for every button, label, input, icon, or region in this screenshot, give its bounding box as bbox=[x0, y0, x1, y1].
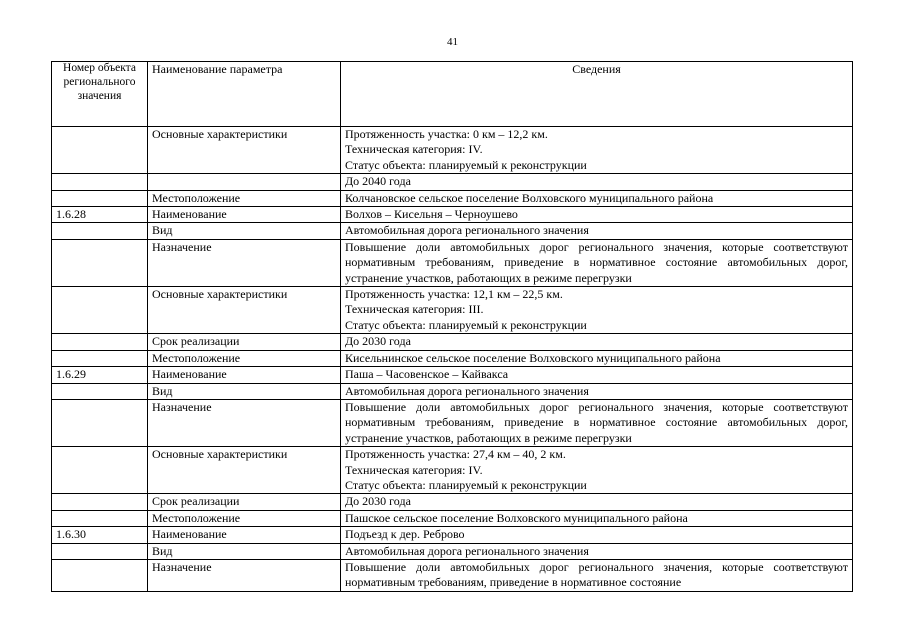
information-cell bbox=[341, 350, 853, 366]
information-line: До 2030 года bbox=[345, 494, 411, 509]
object-number-cell bbox=[52, 510, 148, 526]
information-line: Кисельнинское сельское поселение Волховского муниципального района bbox=[345, 350, 721, 365]
information-line: Протяженность участка: 0 км – 12,2 км. bbox=[345, 127, 548, 141]
header-object-number: Номер объекта регионального значения bbox=[52, 62, 148, 127]
object-number-cell bbox=[52, 287, 148, 334]
table-row bbox=[52, 510, 853, 526]
table-row bbox=[52, 494, 853, 510]
header-information: Сведения bbox=[341, 62, 853, 127]
object-number-cell bbox=[52, 399, 148, 446]
information-cell bbox=[341, 334, 853, 350]
page-number: 41 bbox=[447, 36, 458, 48]
table-row bbox=[52, 334, 853, 350]
object-number-cell bbox=[52, 174, 148, 190]
information-cell bbox=[341, 510, 853, 526]
object-number-cell bbox=[52, 127, 148, 174]
table-row bbox=[52, 190, 853, 206]
table-row bbox=[52, 207, 853, 223]
parameter-name-cell: Вид bbox=[148, 543, 341, 559]
table-header-row bbox=[52, 62, 853, 127]
information-cell bbox=[341, 190, 853, 206]
object-number-cell bbox=[52, 543, 148, 559]
information-cell bbox=[341, 543, 853, 559]
parameter-name-cell: Срок реализации bbox=[148, 494, 341, 510]
object-number-cell bbox=[52, 350, 148, 366]
information-line: До 2030 года bbox=[345, 334, 411, 349]
parameter-name-cell: Назначение bbox=[148, 239, 341, 286]
information-line: Колчановское сельское поселение Волховского муниципального района bbox=[345, 190, 714, 205]
object-number-cell bbox=[52, 494, 148, 510]
table-row bbox=[52, 350, 853, 366]
information-line: Техническая категория: IV. bbox=[345, 142, 483, 157]
table-row bbox=[52, 127, 853, 174]
information-cell: Повышение доли автомобильных дорог регионального значения, которые соответствуют нормативным требованиям, приведение в нормативное состояние автомобильных дорог, устранение участков, работающих в режиме перегрузки bbox=[341, 239, 853, 286]
object-number-cell: 1.6.29 bbox=[52, 367, 148, 383]
object-number-cell bbox=[52, 447, 148, 494]
information-cell bbox=[341, 207, 853, 223]
object-number-cell bbox=[52, 334, 148, 350]
table-row bbox=[52, 383, 853, 399]
object-number-cell bbox=[52, 239, 148, 286]
information-cell bbox=[341, 383, 853, 399]
header-parameter-name: Наименование параметра bbox=[148, 62, 341, 127]
table-row bbox=[52, 287, 853, 334]
information-line: Паша – Часовенское – Кайвакса bbox=[345, 367, 509, 382]
table-row bbox=[52, 399, 853, 446]
information-cell: Повышение доли автомобильных дорог регионального значения, которые соответствуют нормативным требованиям, приведение в нормативное состояние bbox=[341, 559, 853, 591]
parameter-name-cell: Срок реализации bbox=[148, 334, 341, 350]
information-line: Автомобильная дорога регионального значения bbox=[345, 383, 589, 398]
information-line: Автомобильная дорога регионального значения bbox=[345, 543, 589, 558]
parameter-name-cell: Назначение bbox=[148, 559, 341, 591]
object-number-cell bbox=[52, 559, 148, 591]
parameter-name-cell: Вид bbox=[148, 383, 341, 399]
object-number-cell: 1.6.28 bbox=[52, 207, 148, 223]
parameter-name-cell: Основные характеристики bbox=[148, 127, 341, 174]
table-row bbox=[52, 527, 853, 543]
parameter-name-cell bbox=[148, 174, 341, 190]
information-cell bbox=[341, 287, 853, 334]
table-row bbox=[52, 223, 853, 239]
table-row bbox=[52, 239, 853, 286]
information-line: Волхов – Кисельня – Черноушево bbox=[345, 207, 518, 222]
information-cell bbox=[341, 447, 853, 494]
information-line: Статус объекта: планируемый к реконструкции bbox=[345, 157, 587, 172]
table-row bbox=[52, 367, 853, 383]
information-cell bbox=[341, 174, 853, 190]
information-line: Пашское сельское поселение Волховского муниципального района bbox=[345, 510, 688, 525]
information-line: Подъезд к дер. Реброво bbox=[345, 527, 465, 542]
table-row bbox=[52, 174, 853, 190]
object-number-cell bbox=[52, 223, 148, 239]
information-cell bbox=[341, 494, 853, 510]
parameter-name-cell: Местоположение bbox=[148, 510, 341, 526]
object-number-cell: 1.6.30 bbox=[52, 527, 148, 543]
information-cell bbox=[341, 367, 853, 383]
information-line: Техническая категория: IV. bbox=[345, 462, 483, 477]
table-row bbox=[52, 559, 853, 591]
parameter-name-cell: Наименование bbox=[148, 527, 341, 543]
parameter-name-cell: Наименование bbox=[148, 207, 341, 223]
information-cell bbox=[341, 223, 853, 239]
information-cell bbox=[341, 527, 853, 543]
information-line: Статус объекта: планируемый к реконструкции bbox=[345, 477, 587, 492]
information-cell: Повышение доли автомобильных дорог регионального значения, которые соответствуют нормативным требованиям, приведение в нормативное состояние автомобильных дорог, устранение участков, работающих в режиме перегрузки bbox=[341, 399, 853, 446]
object-number-cell bbox=[52, 383, 148, 399]
information-line: Протяженность участка: 12,1 км – 22,5 км. bbox=[345, 287, 563, 302]
information-line: Протяженность участка: 27,4 км – 40, 2 км. bbox=[345, 447, 566, 462]
parameter-name-cell: Местоположение bbox=[148, 350, 341, 366]
parameter-name-cell: Назначение bbox=[148, 399, 341, 446]
parameter-name-cell: Местоположение bbox=[148, 190, 341, 206]
information-cell bbox=[341, 127, 853, 174]
parameter-name-cell: Вид bbox=[148, 223, 341, 239]
information-line: До 2040 года bbox=[345, 174, 411, 189]
information-line: Техническая категория: III. bbox=[345, 302, 484, 317]
regional-objects-table bbox=[51, 61, 853, 592]
parameter-name-cell: Основные характеристики bbox=[148, 447, 341, 494]
information-line: Автомобильная дорога регионального значения bbox=[345, 223, 589, 238]
parameter-name-cell: Наименование bbox=[148, 367, 341, 383]
parameter-name-cell: Основные характеристики bbox=[148, 287, 341, 334]
table-row bbox=[52, 447, 853, 494]
table-row bbox=[52, 543, 853, 559]
information-line: Статус объекта: планируемый к реконструкции bbox=[345, 317, 587, 332]
object-number-cell bbox=[52, 190, 148, 206]
table-body bbox=[52, 127, 853, 592]
